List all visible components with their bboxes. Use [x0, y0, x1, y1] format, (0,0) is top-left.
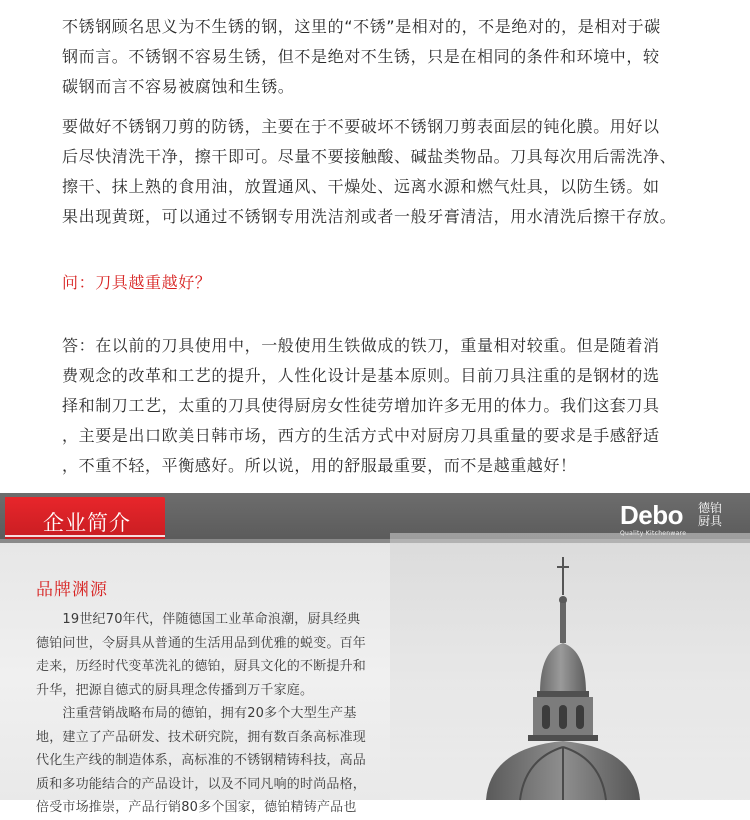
text-line: 德铂问世，令厨具从普通的生活用品到优雅的蜕变。百年 — [36, 635, 367, 651]
text-line: 代化生产线的制造体系，高标准的不锈钢精铸科技，高品 — [36, 753, 367, 768]
text-line: 钢而言。不锈钢不容易生锈，但不是绝对不生锈，只是在相同的条件和环境中，较 — [62, 47, 660, 66]
text-line: 升华，把源自德式的厨具理念传播到万千家庭。 — [36, 682, 314, 698]
faq-answer — [62, 331, 722, 481]
logo-wordmark: Debo — [620, 500, 683, 530]
tab-underline — [5, 535, 165, 537]
section-tab-title: 企业简介 — [43, 511, 131, 535]
text-line: 碳钢而言不容易被腐蚀和生锈。 — [62, 77, 295, 96]
text-line: 质和多功能结合的产品设计，以及不同凡响的时尚品格， — [36, 776, 367, 792]
text-line: 答：在以前的刀具使用中，一般使用生铁做成的铁刀，重量相对较重。但是随着消 — [62, 336, 660, 355]
building-illustration — [390, 533, 750, 800]
text-line: 择和制刀工艺，太重的刀具使得厨房女性徒劳增加许多无用的体力。我们这套刀具 — [62, 396, 660, 415]
text-line: 果出现黄斑，可以通过不锈钢专用洗洁剂或者一般牙膏清洁，用水清洗后擦干存放。 — [62, 207, 677, 226]
brand-origin-title: 品牌渊源 — [36, 580, 108, 600]
paragraph-rust-prevention — [62, 112, 722, 232]
section-tab — [5, 497, 165, 539]
text-line: ，不重不轻，平衡感好。所以说，用的舒服最重要，而不是越重越好！ — [62, 456, 577, 475]
company-intro-section — [0, 493, 750, 815]
text-line: 倍受市场推崇，产品行销80多个国家，德铂精铸产品也 — [36, 800, 357, 815]
text-line: 要做好不锈钢刀剪的防锈，主要在于不要破坏不锈钢刀剪表面层的钝化膜。用好以 — [62, 117, 660, 136]
text-line: 费观念的改革和工艺的提升，人性化设计是基本原则。目前刀具注重的是钢材的选 — [62, 366, 660, 385]
text-line: 后尽快清洗干净，擦干即可。尽量不要接触酸、碱盐类物品。刀具每次用后需洗净、 — [62, 147, 677, 166]
brand-logo — [620, 500, 723, 531]
text-line: 走来，历经时代变革洗礼的德铂，厨具文化的不断提升和 — [36, 659, 367, 674]
text-line: 地，建立了产品研发、技术研究院，拥有数百条高标准现 — [36, 729, 367, 745]
text-line: ，主要是出口欧美日韩市场，西方的生活方式中对厨房刀具重量的要求是手感舒适 — [62, 426, 660, 445]
text-line: 不锈钢顾名思义为不生锈的钢，这里的“不锈”是相对的，不是绝对的，是相对于碳 — [62, 17, 661, 36]
text-line: 擦干、抹上熟的食用油，放置通风、干燥处、远离水源和燃气灶具，以防生锈。如 — [62, 177, 660, 196]
brand-origin-text — [36, 608, 376, 820]
text-line: 19世纪70年代，伴随德国工业革命浪潮，厨具经典 — [36, 612, 361, 627]
faq-question — [62, 268, 722, 298]
question-text: 问：刀具越重越好？ — [62, 273, 212, 292]
text-line: 注重营销战略布局的德铂，拥有20多个大型生产基 — [36, 706, 357, 721]
logo-chinese: 德铂厨具 — [698, 501, 723, 528]
paragraph-stainless-definition — [62, 12, 722, 102]
